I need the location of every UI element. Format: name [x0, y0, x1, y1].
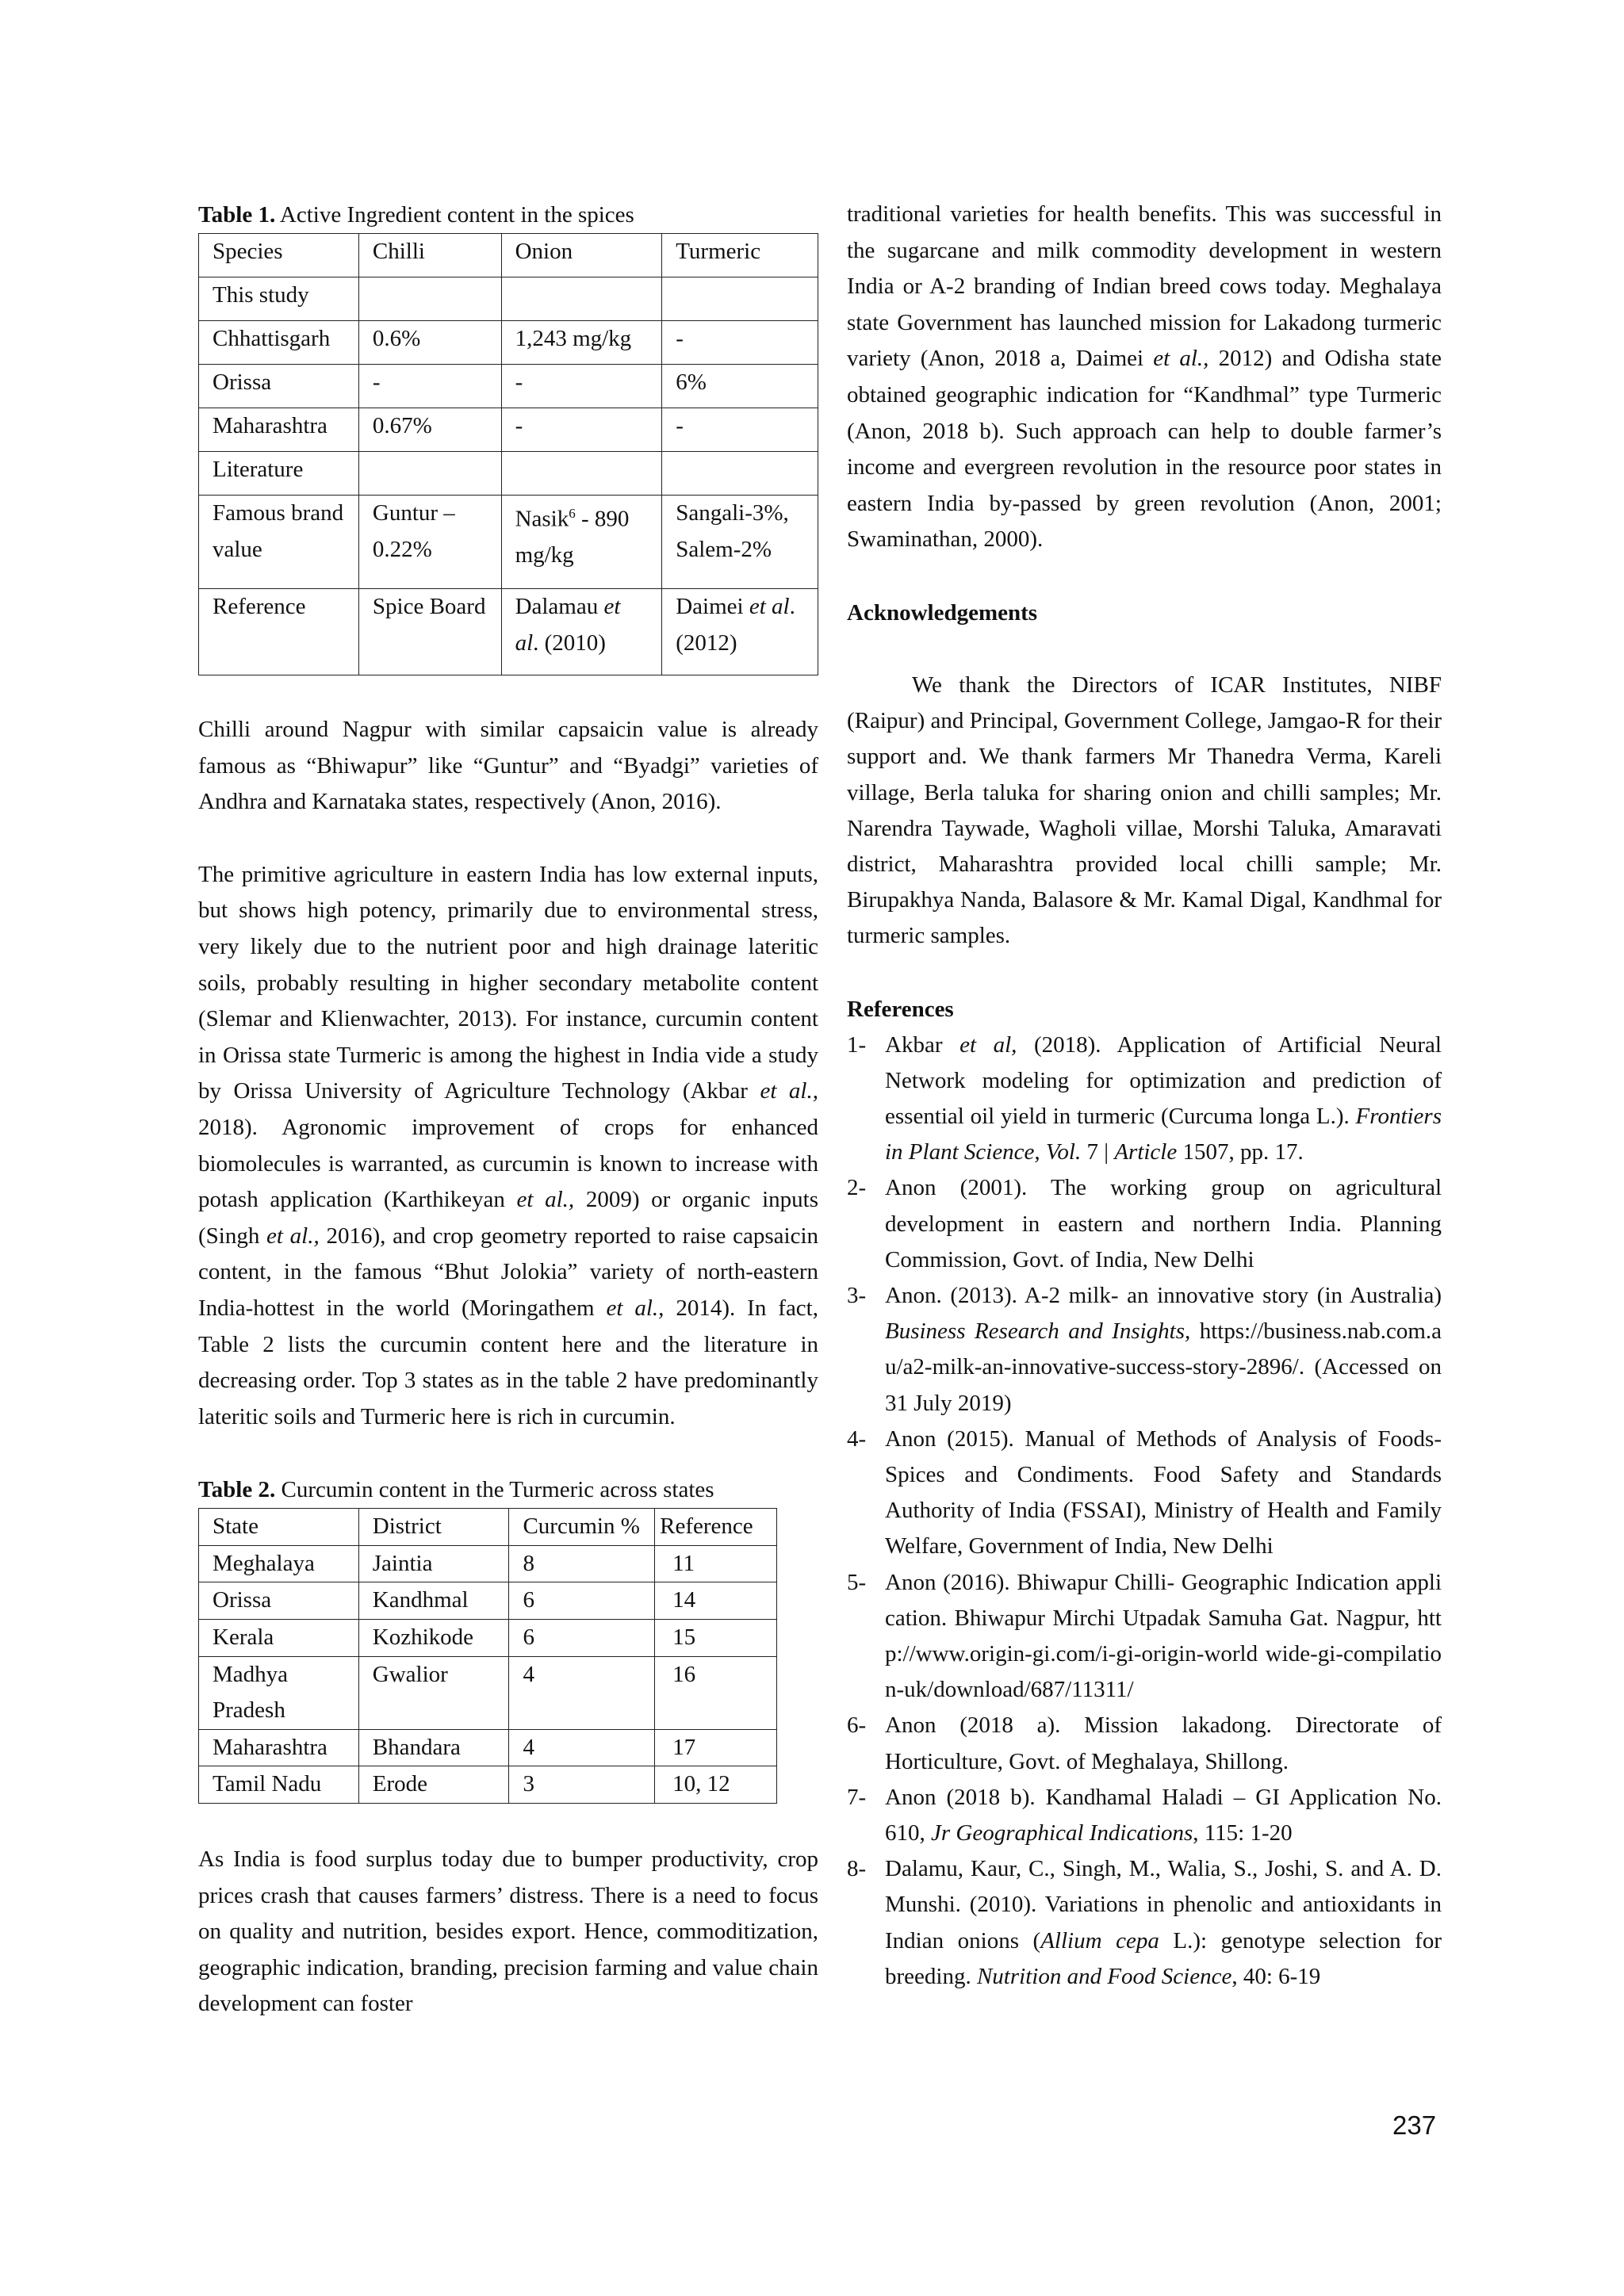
text-italic: et al.,	[760, 1078, 818, 1104]
reference-item	[847, 1851, 1442, 1995]
text-run: 1507, pp. 17.	[1177, 1139, 1304, 1165]
table1-cell	[501, 589, 662, 675]
table2-cell: 16	[655, 1656, 777, 1729]
table2-header-cell: Reference	[655, 1509, 777, 1546]
reference-number: 4-	[847, 1425, 867, 1452]
table1-cell: Sangali-3%, Salem-2%	[662, 496, 818, 589]
table1-caption-label: Table 1.	[198, 202, 276, 228]
table2-row	[199, 1766, 777, 1804]
table2-caption-label: Table 2.	[198, 1477, 276, 1503]
table2-cell: Kozhikode	[358, 1620, 509, 1657]
table1-cell: -	[662, 408, 818, 452]
text-run: traditional varieties for health benefits. This was successful in the sugarcane and milk commodity development in western India or A-2 branding of Indian breed cows today. Meghalaya state Government has launched mission for Lakadong turmeric variety (Anon, 2018 a, Daimei	[847, 201, 1442, 372]
table2-cell: 3	[509, 1766, 655, 1804]
text-italic: et al.,	[1153, 346, 1209, 372]
references-list	[847, 1027, 1442, 1995]
table2-cell: 17	[655, 1729, 777, 1766]
reference-item	[847, 1278, 1442, 1422]
ref-etal: et al	[515, 594, 621, 656]
table1-row	[199, 365, 818, 408]
text-italic: Business Research and Insights,	[885, 1318, 1191, 1345]
table2-row	[199, 1582, 777, 1620]
table2-cell: 6	[509, 1582, 655, 1620]
table1-cell: 0.67%	[358, 408, 501, 452]
table1-caption	[198, 197, 818, 233]
nasik-label: Nasik	[515, 506, 569, 532]
table2-cell: 10, 12	[655, 1766, 777, 1804]
reference-number: 8-	[847, 1856, 867, 1882]
table2-row	[199, 1656, 777, 1729]
reference-number: 7-	[847, 1784, 867, 1810]
table2-cell: 15	[655, 1620, 777, 1657]
text-italic: Article	[1114, 1139, 1178, 1165]
table1-cell	[358, 452, 501, 496]
table1-section-row	[199, 277, 818, 321]
table2-header-cell: Curcumin %	[509, 1509, 655, 1546]
reference-item	[847, 1027, 1442, 1171]
table1-cell: Orissa	[199, 365, 359, 408]
left-column	[198, 197, 818, 2022]
text-run: Anon (2018 b). Kandhamal Haladi – GI Application No. 610,	[885, 1784, 1442, 1846]
paragraph-food-surplus: As India is food surplus today due to bumper productivity, crop prices crash that causes farmers’ distress. There is a need to focus on quality and nutrition, besides export. Hence, commoditization, geographic indication, branding, precision farming and value chain development can foster	[198, 1846, 818, 2017]
table1-cell: 0.6%	[358, 321, 501, 365]
table1-header-cell: Onion	[501, 234, 662, 277]
text-italic: Jr Geographical Indications	[931, 1820, 1193, 1846]
text-run: Anon (2001). The working group on agricultural development in eastern and northern India. Planning Commission, Govt. of India, New Delhi	[885, 1175, 1442, 1272]
table1-cell: Spice Board	[358, 589, 501, 675]
ref-author: Dalamau	[515, 594, 604, 620]
text-run: 2009) or organic inputs (Singh	[198, 1187, 818, 1249]
text-italic: Frontiers in Plant Science, Vol.	[885, 1103, 1442, 1165]
paragraph-primitive-agriculture	[198, 857, 818, 1436]
table2-cell: Jaintia	[358, 1545, 509, 1582]
text-run: Akbar	[885, 1031, 960, 1058]
ref-etal: et al	[749, 594, 790, 620]
table2-cell: 4	[509, 1729, 655, 1766]
table1-row	[199, 408, 818, 452]
table1-cell	[662, 277, 818, 321]
table1-section-label: This study	[199, 277, 359, 321]
table1-cell: 6%	[662, 365, 818, 408]
reference-item	[847, 1565, 1442, 1709]
paragraph-chilli: Chilli around Nagpur with similar capsaicin value is already famous as “Bhiwapur” like “Guntur” and “Byadgi” varieties of Andhra and Karnataka states, respectively (Anon, 2016).	[198, 717, 818, 815]
table2	[198, 1508, 777, 1804]
table1-row	[199, 496, 818, 589]
table1-header-cell: Species	[199, 234, 359, 277]
text-italic: et al.,	[606, 1295, 665, 1321]
table2-cell: 11	[655, 1545, 777, 1582]
table1-cell: Maharashtra	[199, 408, 359, 452]
table2-header-cell: State	[199, 1509, 359, 1546]
table1-cell: Reference	[199, 589, 359, 675]
text-run: Anon (2015). Manual of Methods of Analysis of Foods-Spices and Condiments. Food Safety and Standards Authority of India (FSSAI), Ministry of Health and Family Welfare, Government of India, New Delhi	[885, 1425, 1442, 1559]
text-italic: et al,	[959, 1031, 1017, 1058]
table1-cell: -	[662, 321, 818, 365]
text-italic: Allium cepa	[1040, 1927, 1159, 1954]
nasik-value: - 890 mg/kg	[515, 506, 630, 568]
text-run: , 40: 6-19	[1231, 1963, 1321, 1989]
reference-number: 3-	[847, 1282, 867, 1308]
table1-row	[199, 321, 818, 365]
acknowledgements-text: We thank the Directors of ICAR Institutes, NIBF (Raipur) and Principal, Government College, Jamgao-R for their support and. We thank farmers Mr Thanedra Verma, Kareli village, Berla taluka for sharing onion and chilli samples; Mr. Narendra Taywade, Wagholi villae, Morshi Taluka, Amaravati district, Maharashtra provided local chilli sample; Mr. Birupakhya Nanda, Balasore & Mr. Kamal Digal, Kandhmal for turmeric samples.	[847, 672, 1442, 949]
table1-caption-text: Active Ingredient content in the spices	[275, 202, 634, 228]
table1-cell: -	[501, 365, 662, 408]
table2-header-cell: District	[358, 1509, 509, 1546]
text-run: (2018). Application of Artificial Neural Network modeling for optimization and prediction of essential oil yield in turmeric (Curcuma longa L.).	[885, 1031, 1442, 1129]
table2-cell: Orissa	[199, 1582, 359, 1620]
reference-number: 5-	[847, 1569, 867, 1595]
table2-cell: Kandhmal	[358, 1582, 509, 1620]
reference-item	[847, 1170, 1442, 1278]
table2-row	[199, 1729, 777, 1766]
table1-cell	[662, 589, 818, 675]
table2-cell: Meghalaya	[199, 1545, 359, 1582]
table2-row	[199, 1545, 777, 1582]
reference-item	[847, 1708, 1442, 1779]
table2-cell: Tamil Nadu	[199, 1766, 359, 1804]
table2-cell: Kerala	[199, 1620, 359, 1657]
table2-cell: Gwalior	[358, 1656, 509, 1729]
ref-year: . (2012)	[676, 594, 795, 656]
text-run: Anon (2016). Bhiwapur Chilli- Geographic Indication application. Bhiwapur Mirchi Utpadak Samuha Gat. Nagpur, http://www.origin-gi.com/i-gi-origin-world wide-gi-compilation-uk/download/687/11311/	[885, 1569, 1442, 1703]
text-run: Anon (2018 a). Mission lakadong. Directorate of Horticulture, Govt. of Meghalaya, Shillong.	[885, 1712, 1442, 1774]
reference-number: 2-	[847, 1175, 867, 1201]
text-italic: et al.,	[516, 1187, 575, 1213]
text-italic: Nutrition and Food Science	[976, 1963, 1232, 1989]
table2-cell: 4	[509, 1656, 655, 1729]
table2-cell: 14	[655, 1582, 777, 1620]
table1-cell	[501, 277, 662, 321]
reference-item	[847, 1780, 1442, 1851]
table1-section-label: Literature	[199, 452, 359, 496]
text-run: 2018). Agronomic improvement of crops for enhanced biomolecules is warranted, as curcumin is known to increase with potash application (Karthikeyan	[198, 1114, 818, 1213]
table2-cell: Madhya Pradesh	[199, 1656, 359, 1729]
table1-cell: 1,243 mg/kg	[501, 321, 662, 365]
table2-row	[199, 1620, 777, 1657]
reference-number: 6-	[847, 1712, 867, 1739]
text-run: https://business.nab.com.au/a2-milk-an-innovative-success-story-2896/. (Accessed on 31 July 2019)	[885, 1318, 1442, 1416]
nasik-superscript: 6	[569, 506, 576, 522]
table1-header-cell: Chilli	[358, 234, 501, 277]
table2-cell: Maharashtra	[199, 1729, 359, 1766]
text-run: Anon. (2013). A-2 milk- an innovative story (in Australia)	[885, 1282, 1442, 1308]
text-run: Dalamu, Kaur, C., Singh, M., Walia, S., Joshi, S. and A. D. Munshi. (2010). Variations in phenolic and antioxidants in Indian onions (	[885, 1856, 1442, 1954]
table2-cell: Bhandara	[358, 1729, 509, 1766]
table1	[198, 233, 818, 675]
table1-cell	[662, 452, 818, 496]
ref-year: . (2010)	[533, 629, 606, 656]
table1-cell: -	[358, 365, 501, 408]
acknowledgements-heading: Acknowledgements	[847, 599, 1038, 626]
table1-cell: Guntur – 0.22%	[358, 496, 501, 589]
reference-item	[847, 1422, 1442, 1565]
table2-caption-text: Curcumin content in the Turmeric across states	[275, 1477, 714, 1503]
text-run: , 115: 1-20	[1193, 1820, 1293, 1846]
table1-cell: -	[501, 408, 662, 452]
text-run: 7 |	[1081, 1139, 1115, 1165]
text-run: 2012) and Odisha state obtained geographic indication for “Kandhmal” type Turmeric (Anon, 2018 b). Such approach can help to double farmer’s income and evergreen revolution in the resource poor states in eastern India by-passed by green revolution (Anon, 2001; Swaminathan, 2000).	[847, 346, 1442, 553]
table1-cell: Famous brand value	[199, 496, 359, 589]
table1-cell	[501, 496, 662, 589]
table1-header-cell: Turmeric	[662, 234, 818, 277]
text-run: The primitive agriculture in eastern India has low external inputs, but shows high potency, primarily due to environmental stress, very likely due to the nutrient poor and high drainage lateritic soils, probably resulting in higher secondary metabolite content (Slemar and Klienwachter, 2013). For instance, curcumin content in Orissa state Turmeric is among the highest in India vide a study by Orissa University of Agriculture Technology (Akbar	[198, 861, 818, 1104]
table1-header-row	[199, 234, 818, 277]
ref-author: Daimei	[676, 594, 749, 620]
table2-cell: Erode	[358, 1766, 509, 1804]
table1-cell	[358, 277, 501, 321]
text-run: L.): genotype selection for breeding.	[885, 1927, 1442, 1989]
table1-cell	[501, 452, 662, 496]
table1-section-row	[199, 452, 818, 496]
table2-cell: 6	[509, 1620, 655, 1657]
table2-caption	[198, 1471, 818, 1508]
text-run: 2016), and crop geometry reported to raise capsaicin content, in the famous “Bhut Jolokia” variety of north-eastern India-hottest in the world (Moringathem	[198, 1223, 818, 1321]
table1-row	[199, 589, 818, 675]
reference-number: 1-	[847, 1031, 867, 1058]
text-italic: et al.,	[266, 1223, 320, 1249]
references-heading: References	[847, 996, 954, 1022]
table1-cell: Chhattisgarh	[199, 321, 359, 365]
text-run: 2014). In fact, Table 2 lists the curcumin content here and the literature in decreasing order. Top 3 states as in the table 2 have predominantly lateritic soils and Turmeric here is rich in curcumin.	[198, 1295, 818, 1429]
right-column	[847, 197, 1442, 1995]
paragraph-traditional-varieties	[847, 197, 1442, 558]
table2-cell: 8	[509, 1545, 655, 1582]
table2-header-row	[199, 1509, 777, 1546]
page-number: 237	[1392, 2110, 1437, 2140]
